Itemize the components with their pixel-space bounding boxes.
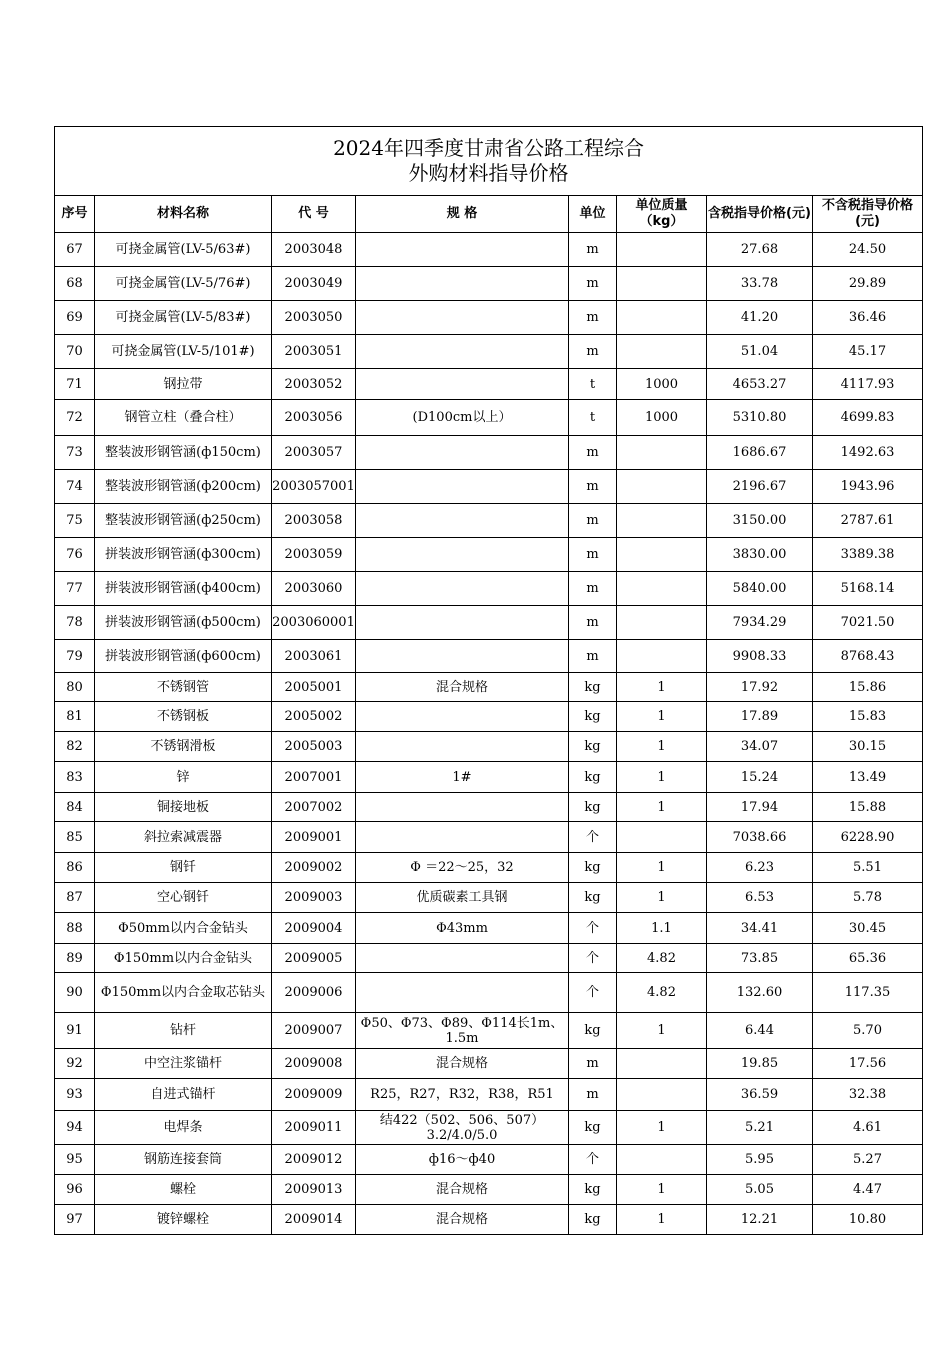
cell-code: 2003050 — [272, 301, 356, 335]
cell-name: 拼装波形钢管涵(ф300cm) — [95, 538, 272, 572]
cell-no: 79 — [55, 640, 95, 673]
cell-notax-price: 4117.93 — [813, 369, 923, 400]
cell-tax-price: 1686.67 — [707, 436, 813, 470]
cell-code: 2009005 — [272, 944, 356, 973]
col-header-no: 序号 — [55, 196, 95, 233]
table-row — [55, 335, 923, 369]
cell-mass — [617, 1079, 707, 1111]
cell-spec — [356, 572, 569, 606]
cell-tax-price: 34.41 — [707, 913, 813, 944]
table-row — [55, 913, 923, 944]
cell-unit: kg — [569, 793, 617, 822]
table-row — [55, 233, 923, 267]
cell-code: 2003048 — [272, 233, 356, 267]
cell-no: 91 — [55, 1013, 95, 1049]
cell-unit: kg — [569, 1175, 617, 1205]
cell-name: 镀锌螺栓 — [95, 1205, 272, 1235]
cell-name: 拼装波形钢管涵(ф400cm) — [95, 572, 272, 606]
cell-notax-price: 1492.63 — [813, 436, 923, 470]
cell-code: 2009006 — [272, 973, 356, 1013]
cell-spec — [356, 335, 569, 369]
cell-notax-price: 15.83 — [813, 702, 923, 732]
table-row — [55, 572, 923, 606]
cell-mass — [617, 1145, 707, 1175]
cell-spec: 混合规格 — [356, 673, 569, 702]
cell-tax-price: 36.59 — [707, 1079, 813, 1111]
cell-no: 88 — [55, 913, 95, 944]
cell-spec — [356, 640, 569, 673]
cell-code: 2003049 — [272, 267, 356, 301]
cell-mass: 1 — [617, 883, 707, 913]
cell-code: 2003052 — [272, 369, 356, 400]
cell-notax-price: 15.86 — [813, 673, 923, 702]
cell-name: 可挠金属管(LV-5/101#) — [95, 335, 272, 369]
cell-tax-price: 7934.29 — [707, 606, 813, 640]
col-header-code: 代 号 — [272, 196, 356, 233]
cell-notax-price: 5168.14 — [813, 572, 923, 606]
table-row — [55, 504, 923, 538]
cell-tax-price: 4653.27 — [707, 369, 813, 400]
table-row — [55, 436, 923, 470]
cell-tax-price: 34.07 — [707, 732, 813, 762]
cell-notax-price: 24.50 — [813, 233, 923, 267]
cell-mass — [617, 640, 707, 673]
table-row — [55, 470, 923, 504]
cell-tax-price: 6.53 — [707, 883, 813, 913]
cell-name: Φ150mm以内合金取芯钻头 — [95, 973, 272, 1013]
cell-unit: 个 — [569, 1145, 617, 1175]
cell-notax-price: 5.70 — [813, 1013, 923, 1049]
cell-code: 2003060001 — [272, 606, 356, 640]
cell-code: 2003058 — [272, 504, 356, 538]
cell-no: 76 — [55, 538, 95, 572]
cell-code: 2005001 — [272, 673, 356, 702]
cell-code: 2009002 — [272, 853, 356, 883]
cell-mass — [617, 233, 707, 267]
cell-notax-price: 4.47 — [813, 1175, 923, 1205]
cell-mass — [617, 504, 707, 538]
cell-spec — [356, 301, 569, 335]
table-row — [55, 400, 923, 436]
cell-spec: Φ50、Φ73、Φ89、Φ114长1m、1.5m — [356, 1013, 569, 1049]
cell-unit: m — [569, 436, 617, 470]
cell-name: Φ150mm以内合金钻头 — [95, 944, 272, 973]
cell-code: 2009004 — [272, 913, 356, 944]
cell-unit: kg — [569, 1205, 617, 1235]
cell-mass: 1 — [617, 732, 707, 762]
cell-unit: m — [569, 233, 617, 267]
cell-spec: 1# — [356, 762, 569, 793]
cell-mass — [617, 606, 707, 640]
cell-name: 整装波形钢管涵(ф200cm) — [95, 470, 272, 504]
cell-name: 可挠金属管(LV-5/83#) — [95, 301, 272, 335]
cell-code: 2009008 — [272, 1049, 356, 1079]
cell-notax-price: 3389.38 — [813, 538, 923, 572]
cell-no: 84 — [55, 793, 95, 822]
cell-code: 2009014 — [272, 1205, 356, 1235]
cell-unit: 个 — [569, 822, 617, 853]
cell-no: 70 — [55, 335, 95, 369]
cell-name: 不锈钢滑板 — [95, 732, 272, 762]
cell-name: 可挠金属管(LV-5/76#) — [95, 267, 272, 301]
cell-notax-price: 30.15 — [813, 732, 923, 762]
cell-name: 中空注浆锚杆 — [95, 1049, 272, 1079]
cell-tax-price: 7038.66 — [707, 822, 813, 853]
table-row — [55, 538, 923, 572]
cell-tax-price: 17.92 — [707, 673, 813, 702]
cell-notax-price: 32.38 — [813, 1079, 923, 1111]
cell-unit: m — [569, 640, 617, 673]
cell-mass — [617, 1049, 707, 1079]
table-row — [55, 267, 923, 301]
cell-notax-price: 10.80 — [813, 1205, 923, 1235]
table-row — [55, 732, 923, 762]
cell-name: 不锈钢板 — [95, 702, 272, 732]
cell-tax-price: 9908.33 — [707, 640, 813, 673]
cell-mass — [617, 572, 707, 606]
cell-code: 2005003 — [272, 732, 356, 762]
cell-spec — [356, 702, 569, 732]
cell-notax-price: 5.78 — [813, 883, 923, 913]
cell-spec: R25，R27，R32，R38，R51 — [356, 1079, 569, 1111]
table-row — [55, 822, 923, 853]
cell-spec — [356, 822, 569, 853]
cell-notax-price: 13.49 — [813, 762, 923, 793]
cell-name: 拼装波形钢管涵(ф500cm) — [95, 606, 272, 640]
table-row — [55, 883, 923, 913]
cell-unit: 个 — [569, 913, 617, 944]
table-row — [55, 640, 923, 673]
cell-unit: kg — [569, 883, 617, 913]
cell-code: 2003056 — [272, 400, 356, 436]
col-header-name: 材料名称 — [95, 196, 272, 233]
cell-spec: Φ43mm — [356, 913, 569, 944]
cell-unit: 个 — [569, 944, 617, 973]
cell-no: 94 — [55, 1111, 95, 1145]
cell-unit: kg — [569, 702, 617, 732]
cell-notax-price: 6228.90 — [813, 822, 923, 853]
cell-name: 钢筋连接套筒 — [95, 1145, 272, 1175]
header-row — [55, 196, 923, 233]
cell-spec — [356, 504, 569, 538]
cell-code: 2009009 — [272, 1079, 356, 1111]
cell-mass: 4.82 — [617, 944, 707, 973]
cell-unit: kg — [569, 673, 617, 702]
cell-name: 整装波形钢管涵(ф150cm) — [95, 436, 272, 470]
cell-spec — [356, 470, 569, 504]
cell-mass: 1 — [617, 1175, 707, 1205]
cell-unit: kg — [569, 1013, 617, 1049]
cell-notax-price: 2787.61 — [813, 504, 923, 538]
cell-tax-price: 27.68 — [707, 233, 813, 267]
cell-code: 2007002 — [272, 793, 356, 822]
cell-spec: Φ ＝22～25，32 — [356, 853, 569, 883]
cell-name: 斜拉索减震器 — [95, 822, 272, 853]
table-row — [55, 944, 923, 973]
cell-unit: m — [569, 538, 617, 572]
cell-unit: 个 — [569, 973, 617, 1013]
cell-spec — [356, 973, 569, 1013]
cell-unit: kg — [569, 762, 617, 793]
cell-name: Φ50mm以内合金钻头 — [95, 913, 272, 944]
cell-mass: 1000 — [617, 369, 707, 400]
table-row — [55, 1145, 923, 1175]
cell-mass: 1 — [617, 1205, 707, 1235]
cell-name: 螺栓 — [95, 1175, 272, 1205]
cell-tax-price: 6.23 — [707, 853, 813, 883]
cell-mass: 1 — [617, 1013, 707, 1049]
cell-no: 73 — [55, 436, 95, 470]
cell-unit: m — [569, 1079, 617, 1111]
cell-spec — [356, 267, 569, 301]
cell-mass: 1000 — [617, 400, 707, 436]
cell-tax-price: 17.94 — [707, 793, 813, 822]
cell-mass — [617, 470, 707, 504]
cell-unit: kg — [569, 732, 617, 762]
cell-unit: m — [569, 572, 617, 606]
cell-mass — [617, 436, 707, 470]
cell-no: 85 — [55, 822, 95, 853]
cell-no: 95 — [55, 1145, 95, 1175]
cell-tax-price: 5.95 — [707, 1145, 813, 1175]
col-header-notax-price: 不含税指导价格(元) — [813, 196, 923, 233]
cell-spec — [356, 793, 569, 822]
cell-spec: 混合规格 — [356, 1175, 569, 1205]
cell-notax-price: 30.45 — [813, 913, 923, 944]
cell-spec: 混合规格 — [356, 1049, 569, 1079]
cell-mass — [617, 301, 707, 335]
cell-tax-price: 41.20 — [707, 301, 813, 335]
cell-code: 2005002 — [272, 702, 356, 732]
cell-no: 89 — [55, 944, 95, 973]
cell-spec: ф16～ф40 — [356, 1145, 569, 1175]
cell-mass: 1.1 — [617, 913, 707, 944]
price-table — [54, 126, 923, 1235]
col-header-tax-price: 含税指导价格(元) — [707, 196, 813, 233]
cell-no: 68 — [55, 267, 95, 301]
cell-tax-price: 17.89 — [707, 702, 813, 732]
cell-no: 80 — [55, 673, 95, 702]
cell-no: 83 — [55, 762, 95, 793]
cell-mass: 1 — [617, 1111, 707, 1145]
cell-name: 整装波形钢管涵(ф250cm) — [95, 504, 272, 538]
cell-spec — [356, 606, 569, 640]
cell-no: 78 — [55, 606, 95, 640]
cell-tax-price: 5.05 — [707, 1175, 813, 1205]
cell-no: 69 — [55, 301, 95, 335]
cell-spec — [356, 436, 569, 470]
cell-spec — [356, 538, 569, 572]
cell-name: 锌 — [95, 762, 272, 793]
col-header-spec: 规 格 — [356, 196, 569, 233]
cell-spec: 结422（502、506、507）3.2/4.0/5.0 — [356, 1111, 569, 1145]
cell-mass: 1 — [617, 762, 707, 793]
cell-unit: t — [569, 369, 617, 400]
cell-notax-price: 4699.83 — [813, 400, 923, 436]
cell-mass: 1 — [617, 853, 707, 883]
cell-tax-price: 3150.00 — [707, 504, 813, 538]
cell-spec — [356, 944, 569, 973]
table-row — [55, 1205, 923, 1235]
col-header-mass: 单位质量（kg） — [617, 196, 707, 233]
cell-code: 2009007 — [272, 1013, 356, 1049]
cell-mass — [617, 267, 707, 301]
table-row — [55, 1111, 923, 1145]
cell-unit: m — [569, 470, 617, 504]
cell-code: 2003057001 — [272, 470, 356, 504]
cell-unit: m — [569, 1049, 617, 1079]
table-row — [55, 673, 923, 702]
cell-mass: 1 — [617, 793, 707, 822]
cell-notax-price: 4.61 — [813, 1111, 923, 1145]
cell-no: 97 — [55, 1205, 95, 1235]
cell-code: 2003057 — [272, 436, 356, 470]
table-row — [55, 853, 923, 883]
cell-tax-price: 3830.00 — [707, 538, 813, 572]
cell-name: 钢钎 — [95, 853, 272, 883]
cell-code: 2003061 — [272, 640, 356, 673]
cell-no: 82 — [55, 732, 95, 762]
cell-mass: 1 — [617, 702, 707, 732]
table-row — [55, 702, 923, 732]
table-row — [55, 606, 923, 640]
cell-code: 2003051 — [272, 335, 356, 369]
cell-tax-price: 2196.67 — [707, 470, 813, 504]
cell-code: 2009003 — [272, 883, 356, 913]
cell-notax-price: 15.88 — [813, 793, 923, 822]
cell-spec: 优质碳素工具钢 — [356, 883, 569, 913]
table-row — [55, 301, 923, 335]
cell-notax-price: 5.51 — [813, 853, 923, 883]
cell-no: 92 — [55, 1049, 95, 1079]
cell-unit: m — [569, 301, 617, 335]
table-row — [55, 1175, 923, 1205]
cell-notax-price: 1943.96 — [813, 470, 923, 504]
cell-name: 电焊条 — [95, 1111, 272, 1145]
cell-no: 77 — [55, 572, 95, 606]
cell-notax-price: 29.89 — [813, 267, 923, 301]
cell-unit: t — [569, 400, 617, 436]
cell-name: 钢拉带 — [95, 369, 272, 400]
cell-name: 钻杆 — [95, 1013, 272, 1049]
cell-spec — [356, 732, 569, 762]
cell-code: 2009011 — [272, 1111, 356, 1145]
cell-tax-price: 12.21 — [707, 1205, 813, 1235]
cell-tax-price: 5310.80 — [707, 400, 813, 436]
cell-unit: m — [569, 267, 617, 301]
cell-code: 2009001 — [272, 822, 356, 853]
table-row — [55, 1049, 923, 1079]
cell-no: 87 — [55, 883, 95, 913]
cell-unit: m — [569, 504, 617, 538]
cell-code: 2003059 — [272, 538, 356, 572]
cell-mass — [617, 822, 707, 853]
cell-no: 90 — [55, 973, 95, 1013]
cell-no: 72 — [55, 400, 95, 436]
cell-spec — [356, 369, 569, 400]
cell-no: 74 — [55, 470, 95, 504]
cell-unit: m — [569, 335, 617, 369]
col-header-unit: 单位 — [569, 196, 617, 233]
cell-no: 71 — [55, 369, 95, 400]
table-title — [55, 127, 923, 196]
cell-tax-price: 73.85 — [707, 944, 813, 973]
cell-no: 81 — [55, 702, 95, 732]
cell-no: 67 — [55, 233, 95, 267]
cell-name: 可挠金属管(LV-5/63#) — [95, 233, 272, 267]
title-line-2: 外购材料指导价格 — [408, 161, 569, 185]
cell-no: 86 — [55, 853, 95, 883]
cell-unit: kg — [569, 1111, 617, 1145]
cell-mass: 1 — [617, 673, 707, 702]
cell-name: 自进式锚杆 — [95, 1079, 272, 1111]
table-row — [55, 1013, 923, 1049]
cell-notax-price: 45.17 — [813, 335, 923, 369]
cell-notax-price: 5.27 — [813, 1145, 923, 1175]
table-row — [55, 762, 923, 793]
cell-tax-price: 132.60 — [707, 973, 813, 1013]
cell-code: 2007001 — [272, 762, 356, 793]
cell-name: 空心钢钎 — [95, 883, 272, 913]
cell-tax-price: 6.44 — [707, 1013, 813, 1049]
cell-notax-price: 36.46 — [813, 301, 923, 335]
cell-code: 2009012 — [272, 1145, 356, 1175]
cell-tax-price: 5.21 — [707, 1111, 813, 1145]
title-line-1: 2024年四季度甘肃省公路工程综合 — [333, 136, 644, 160]
table-row — [55, 1079, 923, 1111]
cell-notax-price: 7021.50 — [813, 606, 923, 640]
cell-tax-price: 19.85 — [707, 1049, 813, 1079]
cell-notax-price: 8768.43 — [813, 640, 923, 673]
cell-notax-price: 17.56 — [813, 1049, 923, 1079]
cell-tax-price: 15.24 — [707, 762, 813, 793]
cell-notax-price: 117.35 — [813, 973, 923, 1013]
table-row — [55, 793, 923, 822]
cell-no: 75 — [55, 504, 95, 538]
cell-tax-price: 51.04 — [707, 335, 813, 369]
cell-mass — [617, 335, 707, 369]
cell-code: 2009013 — [272, 1175, 356, 1205]
table-row — [55, 973, 923, 1013]
cell-name: 钢管立柱（叠合柱） — [95, 400, 272, 436]
cell-no: 96 — [55, 1175, 95, 1205]
price-sheet — [54, 126, 922, 1235]
cell-name: 不锈钢管 — [95, 673, 272, 702]
cell-name: 拼装波形钢管涵(ф600cm) — [95, 640, 272, 673]
cell-name: 铜接地板 — [95, 793, 272, 822]
cell-spec — [356, 233, 569, 267]
cell-no: 93 — [55, 1079, 95, 1111]
cell-mass: 4.82 — [617, 973, 707, 1013]
cell-spec: (D100cm以上） — [356, 400, 569, 436]
cell-unit: m — [569, 606, 617, 640]
cell-code: 2003060 — [272, 572, 356, 606]
cell-tax-price: 33.78 — [707, 267, 813, 301]
cell-mass — [617, 538, 707, 572]
cell-unit: kg — [569, 853, 617, 883]
table-body — [55, 233, 923, 1235]
cell-spec: 混合规格 — [356, 1205, 569, 1235]
table-row — [55, 369, 923, 400]
cell-tax-price: 5840.00 — [707, 572, 813, 606]
cell-notax-price: 65.36 — [813, 944, 923, 973]
